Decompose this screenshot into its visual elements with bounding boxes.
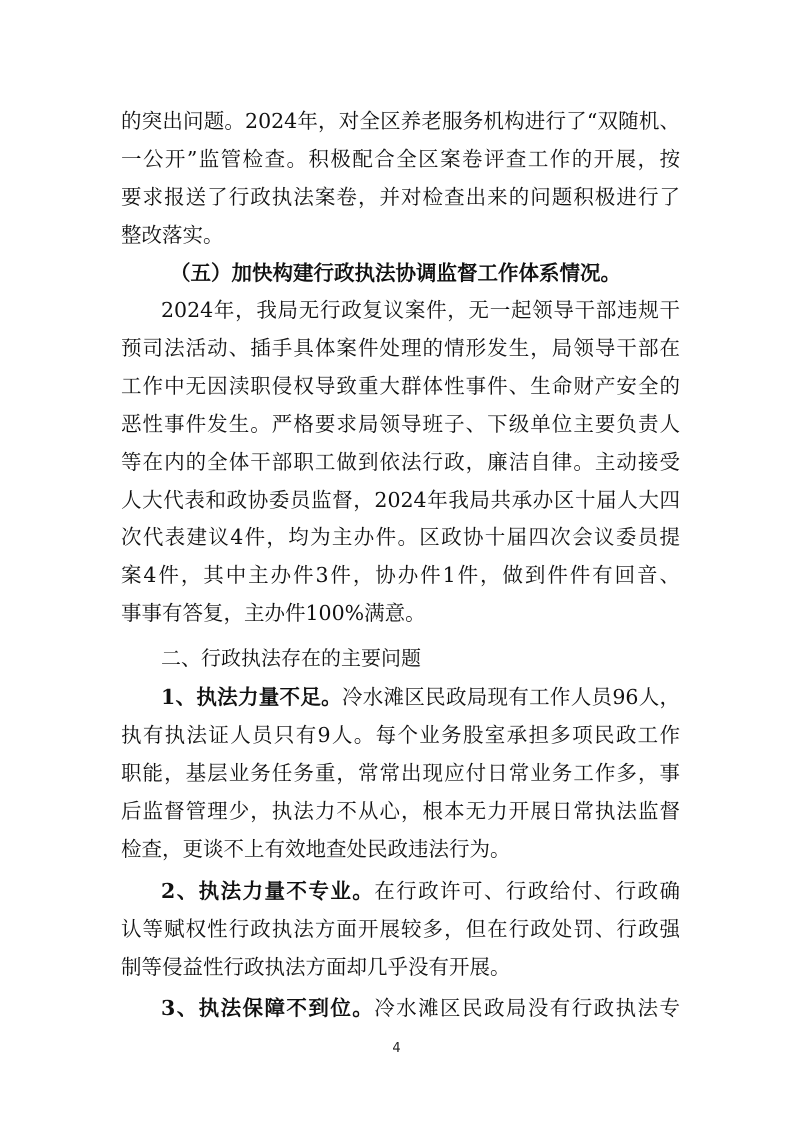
body-line: 执有执法证人员只有9人。每个业务股室承担多项民政工作 <box>121 723 680 747</box>
body-line: 检查，更谈不上有效地查处民政违法行为。 <box>121 837 511 861</box>
body-line: 整改落实。 <box>121 223 224 247</box>
body-line: 后监督管理少，执法力不从心，根本无力开展日常执法监督 <box>121 799 680 823</box>
body-line: 职能，基层业务任务重，常常出现应付日常业务工作多，事 <box>121 761 680 785</box>
section-subheading: （五）加快构建行政执法协调监督工作体系情况。 <box>170 261 621 285</box>
body-line: 的突出问题。2024年，对全区养老服务机构进行了“双随机、 <box>121 109 680 133</box>
body-line: 2024年，我局无行政复议案件，无一起领导干部违规干 <box>161 298 680 322</box>
body-line <box>161 988 680 1028</box>
body-line: 恶性事件发生。严格要求局领导班子、下级单位主要负责人 <box>121 412 680 436</box>
body-line: 等在内的全体干部职工做到依法行政，廉洁自律。主动接受 <box>121 450 680 474</box>
body-line: 制等侵益性行政执法方面却几乎没有开展。 <box>121 955 511 979</box>
item-title: 1、执法力量不足。 <box>161 685 342 709</box>
section-heading: 二、行政执法存在的主要问题 <box>161 646 421 670</box>
body-line: 人大代表和政协委员监督，2024年我局共承办区十届人大四 <box>121 488 680 512</box>
body-line: 一公开”监管检查。积极配合全区案卷评查工作的开展，按 <box>121 147 680 171</box>
item-title: 2、执法力量不专业。 <box>161 879 375 903</box>
body-line: 次代表建议4件，均为主办件。区政协十届四次会议委员提 <box>121 525 680 549</box>
item-text: 在行政许可、行政给付、行政确 <box>374 879 680 903</box>
item-text: 冷水滩区民政局没有行政执法专 <box>374 996 680 1020</box>
body-line: 事事有答复，主办件100%满意。 <box>121 601 426 625</box>
body-line: 案4件，其中主办件3件，协办件1件，做到件件有回音、 <box>121 563 680 587</box>
body-line: 认等赋权性行政执法方面开展较多，但在行政处罚、行政强 <box>121 917 680 941</box>
item-title: 3、执法保障不到位。 <box>161 996 375 1020</box>
body-line <box>161 677 680 717</box>
item-text: 冷水滩区民政局现有工作人员96人， <box>341 685 680 709</box>
body-line: 工作中无因渎职侵权导致重大群体性事件、生命财产安全的 <box>121 374 680 398</box>
page-number: 4 <box>392 1041 401 1056</box>
body-line <box>161 871 680 911</box>
body-line: 要求报送了行政执法案卷，并对检查出来的问题积极进行了 <box>121 185 680 209</box>
body-line: 预司法活动、插手具体案件处理的情形发生，局领导干部在 <box>121 336 680 360</box>
